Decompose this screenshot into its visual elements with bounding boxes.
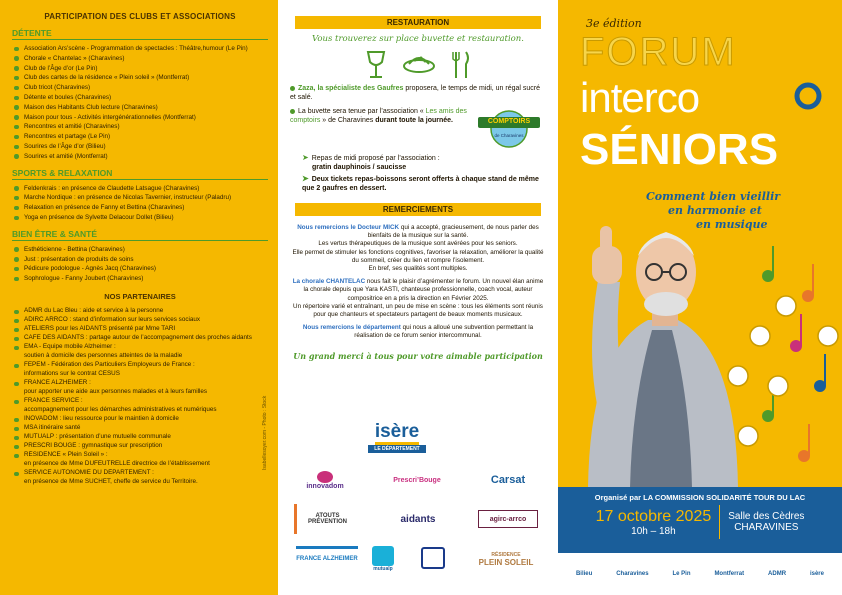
- detente-item: Sourires de l’Âge d’or (Bilieu): [12, 142, 268, 152]
- sports-item: Yoga en présence de Sylvette Delacour Dollet (Bilieu): [12, 213, 268, 223]
- sports-list: [12, 184, 268, 223]
- detente-item: Maison pour tous - Activités intergénérationnelles (Montferrat): [12, 113, 268, 123]
- partner-item: INOVADOM : lieu ressource pour le maintien à domicile: [12, 415, 268, 424]
- thanks-block: [290, 224, 546, 341]
- detente-item: Sourires et amitié (Montferrat): [12, 152, 268, 162]
- sports-item: Feldenkrais : en présence de Claudette Latsague (Charavines): [12, 184, 268, 194]
- partner-item: informations sur le contrat CESUS: [24, 369, 120, 377]
- sports-item: Relaxation en présence de Fanny et Bettina (Charavines): [12, 203, 268, 213]
- carsat-logo: Carsat: [490, 474, 526, 486]
- arrow-icon: ➤: [302, 174, 309, 183]
- isere-logo-sub: LE DÉPARTEMENT: [368, 445, 425, 453]
- comptoirs-badge-icon: [474, 107, 544, 149]
- restauration-title: RESTAURATION: [295, 16, 541, 29]
- detente-item: Rencontres et partage (Le Pin): [12, 132, 268, 142]
- organise-text: Organisé par LA COMMISSION SOLIDARITÉ TOUR DU LAC: [594, 493, 806, 502]
- chorale-text: nous fait le plaisir d’agrémenter le forum. Un nouvel élan anime la chorale depuis que Yara KASTI, chanteuse professionnelle, coach vocal, auteur compositrice en a pris la direction en Février 2025.: [303, 278, 544, 302]
- detente-item: Club tricot (Charavines): [12, 83, 268, 93]
- dept-para: [290, 324, 546, 340]
- partner-item: MSA itinéraire santé: [12, 424, 268, 433]
- photo-credit: Isabellesoyer.com - Photo : Stock: [262, 395, 268, 470]
- comptoirs-badge-text: COMPTOIRS: [487, 118, 531, 125]
- bienetre-item: Pédicure podologue - Agnès Jacq (Charavines): [12, 264, 268, 274]
- right-panel: [558, 0, 842, 595]
- thanks-hl-1: Nous remercions le Docteur MICK: [297, 224, 400, 231]
- detente-item: Association Ars’scène - Programmation de spectacles : Théâtre,humour (Le Pin): [12, 44, 268, 54]
- municipality-logo: ADMR: [768, 571, 787, 577]
- residence-logo: [474, 542, 538, 576]
- municipality-logo: Charavines: [616, 571, 649, 577]
- seniors-title: SÉNIORS: [580, 125, 779, 174]
- residence-logo-text: PLEIN SOLEIL: [478, 557, 534, 567]
- isere-logo-text: isère: [375, 422, 419, 445]
- municipality-logo: isère: [809, 571, 824, 577]
- dept-text: qui nous a alloué une subvention permettant la réalisation de ce forum senior intercommunal.: [354, 324, 534, 340]
- aidants-logo: aidants: [400, 513, 436, 525]
- partner-item: accompagnement pour les démarches administratives et numériques: [24, 405, 217, 413]
- buvette-paragraph: [290, 107, 470, 149]
- detente-item: Chorale « Chantelac » (Charavines): [12, 54, 268, 64]
- tickets-paragraph: [290, 174, 546, 193]
- partner-item: pour apporter une aide aux personnes malades et à leurs familles: [24, 387, 208, 395]
- municipality-logo: Le Pin: [672, 571, 691, 577]
- bienetre-item: Sophrologue - Fanny Joubert (Charavines): [12, 274, 268, 284]
- place-block: [728, 511, 804, 533]
- agirc-logo: agirc-arrco: [478, 510, 538, 528]
- municipality-logos: [558, 553, 842, 595]
- comptoirs-logo: [474, 107, 544, 149]
- remerciements-title: REMERCIEMENTS: [295, 203, 541, 216]
- innovadom-logo: [298, 466, 352, 494]
- partner-item: FEPEM - Fédération des Particuliers Employeurs de France :: [12, 361, 268, 370]
- tagline-3: en musique: [696, 218, 768, 231]
- prescri-logo: Prescri’Bouge: [393, 476, 441, 484]
- thanks-text-2: Les vertus thérapeutiques de la musique sont avérées pour les seniors.: [318, 240, 518, 248]
- date-text: 17 octobre 2025: [595, 507, 712, 525]
- interco-o-icon: [794, 82, 822, 110]
- repas-text-b: gratin dauphinois / saucisse: [312, 164, 407, 171]
- innovadom-logo-text: innovadom: [306, 482, 344, 490]
- thanks-text-3: Elle permet de stimuler les fonctions cognitives, favoriser la relaxation, améliorer la qualité du sommeil, créer du lien et rompre l’isolement.: [292, 248, 544, 264]
- wine-glass-icon: [365, 50, 387, 80]
- chorale-text-2: Un répertoire varié et entraînant, un peu de mise en scène : tous les éléments sont réunis pour que chanteurs et spectateurs partagent de beaux moments musicaux.: [293, 302, 543, 319]
- detente-item: Club de l’Âge d’or (Le Pin): [12, 64, 268, 74]
- mutualp-logo-icon: [372, 546, 394, 566]
- partner-item: en présence de Mme DUFEUTRELLE directrice de l’établissement: [24, 459, 210, 467]
- partner-item: MUTUALP : présentation d’une mutuelle communale: [12, 433, 268, 442]
- municipality-logo: Bilieu: [575, 571, 593, 577]
- restauration-icons: [290, 50, 546, 80]
- comptoirs-badge-sub: de Charavines: [494, 133, 524, 138]
- thanks-para-1: [290, 224, 546, 240]
- bienetre-heading: BIEN ÊTRE & SANTÉ: [12, 229, 268, 241]
- zaza-paragraph: [290, 84, 546, 102]
- bullet-icon: [290, 109, 295, 114]
- municipality-logo: Montferrat: [714, 571, 745, 577]
- mutualp-logo: [368, 542, 398, 576]
- music-notes-decoration: [708, 236, 842, 486]
- bienetre-list: [12, 245, 268, 284]
- detente-list: [12, 44, 268, 162]
- partner-item: ADMR du Lac Bleu : aide et service à la personne: [12, 307, 268, 316]
- detente-item: Maison des Habitants Club lecture (Charavines): [12, 103, 268, 113]
- partners-list: [12, 307, 268, 487]
- innovadom-logo-icon: [317, 471, 333, 483]
- event-info-bar: [558, 487, 842, 553]
- repas-text-a: Repas de midi proposé par l’association :: [311, 155, 440, 162]
- place-text-1: Salle des Cèdres: [728, 511, 805, 522]
- grand-merci: Un grand merci à tous pour votre aimable participation: [293, 350, 543, 361]
- left-panel: [0, 0, 278, 595]
- detente-item: Détente et boules (Charavines): [12, 93, 268, 103]
- zaza-highlight: Zaza, la spécialiste des Gaufres: [298, 85, 404, 92]
- restauration-script: Vous trouverez sur place buvette et restauration.: [312, 34, 524, 44]
- thanks-text-1: qui a accepté, gracieusement, de nous parler des bienfaits de la musique sur la santé.: [367, 224, 539, 240]
- chorale-para: [290, 278, 546, 303]
- buvette-block: [290, 107, 546, 149]
- interco-title: interco: [580, 74, 700, 121]
- partner-item: soutien à domicile des personnes atteintes de la maladie: [24, 351, 183, 359]
- partner-item: PRESCRI BOUGE : gymnastique sur prescription: [12, 442, 268, 451]
- residence-logo-top: RÉSIDENCE: [491, 551, 521, 558]
- partner-item: SERVICE AUTONOMIE DU DÉPARTEMENT :: [12, 469, 268, 478]
- isere-logo: [362, 420, 432, 454]
- detente-item: Rencontres et amitié (Charavines): [12, 122, 268, 132]
- tagline-1: Comment bien vieillir: [646, 190, 781, 203]
- repas-paragraph: [290, 153, 546, 172]
- partner-item: FRANCE SERVICE :: [12, 397, 268, 406]
- partners-title: NOS PARTENAIRES: [104, 291, 176, 301]
- partner-item: en présence de Mme SUCHET, cheffe de service du Territoire.: [24, 477, 198, 485]
- sports-item: Marche Nordique : en présence de Nicolas Tavernier, instructeur (Paladru): [12, 193, 268, 203]
- detente-heading: DÉTENTE: [12, 28, 268, 40]
- date-block: [596, 508, 712, 537]
- msa-logo-icon: [421, 547, 445, 569]
- partner-item: FRANCE ALZHEIMER :: [12, 379, 268, 388]
- france-alzheimer-logo: FRANCE ALZHEIMER: [296, 546, 358, 568]
- bienetre-item: Just : présentation de produits de soins: [12, 255, 268, 265]
- sports-heading: SPORTS & RELAXATION: [12, 168, 268, 180]
- date-row: [558, 505, 842, 539]
- buvette-bold: durant toute la journée.: [375, 117, 454, 124]
- mutualp-logo-text: mutualp: [373, 566, 393, 572]
- partner-item: RÉSIDENCE « Plein Soleil » :: [12, 451, 268, 460]
- buvette-text-b: » de Charavines: [320, 117, 376, 124]
- buvette-highlight: Les amis des comptoirs: [290, 108, 467, 124]
- partner-item: EMA - Equipe mobile Alzheimer :: [12, 343, 268, 352]
- bienetre-item: Esthéticienne - Bettina (Charavines): [12, 245, 268, 255]
- edition-label: 3e édition: [586, 17, 642, 30]
- partner-item: ATELIERS pour les AIDANTS présenté par Mme TARI: [12, 325, 268, 334]
- atouts-logo: ATOUTS PRÉVENTION: [294, 504, 358, 534]
- tickets-text: Deux tickets repas-boissons seront offerts à chaque stand de même que 2 gaufres en dessert.: [302, 176, 539, 192]
- food-plate-icon: [401, 50, 437, 80]
- arrow-icon: ➤: [302, 153, 309, 162]
- msa-logo: [418, 544, 448, 572]
- cutlery-icon: [451, 50, 471, 80]
- partner-item: CAFE DES AIDANTS : partage autour de l’accompagnement des proches aidants: [12, 334, 268, 343]
- divider: [719, 505, 720, 539]
- bullet-icon: [290, 86, 295, 91]
- partner-logos: [290, 418, 546, 593]
- partner-item: ADIRC ARRCO : stand d’information sur leurs services sociaux: [12, 316, 268, 325]
- chorale-hl: La chorale CHANTELAC: [292, 278, 366, 286]
- detente-item: Club des cartes de la résidence « Plein soleil » (Montferrat): [12, 73, 268, 83]
- dept-hl: Nous remercions le département: [302, 324, 401, 332]
- zaza-text: proposera, le temps de midi, un régal sucré et salé.: [290, 85, 541, 101]
- tagline-2: en harmonie et: [668, 204, 762, 217]
- hours-text: 10h – 18h: [631, 525, 676, 537]
- thanks-text-4: En bref, ses qualités sont multiples.: [368, 265, 468, 273]
- forum-title: FORUM: [580, 30, 737, 74]
- participation-title: PARTICIPATION DES CLUBS ET ASSOCIATIONS: [12, 12, 268, 21]
- buvette-text-a: La buvette sera tenue par l’association «: [298, 108, 426, 115]
- place-text-2: CHARAVINES: [734, 522, 799, 533]
- middle-panel: [278, 0, 558, 595]
